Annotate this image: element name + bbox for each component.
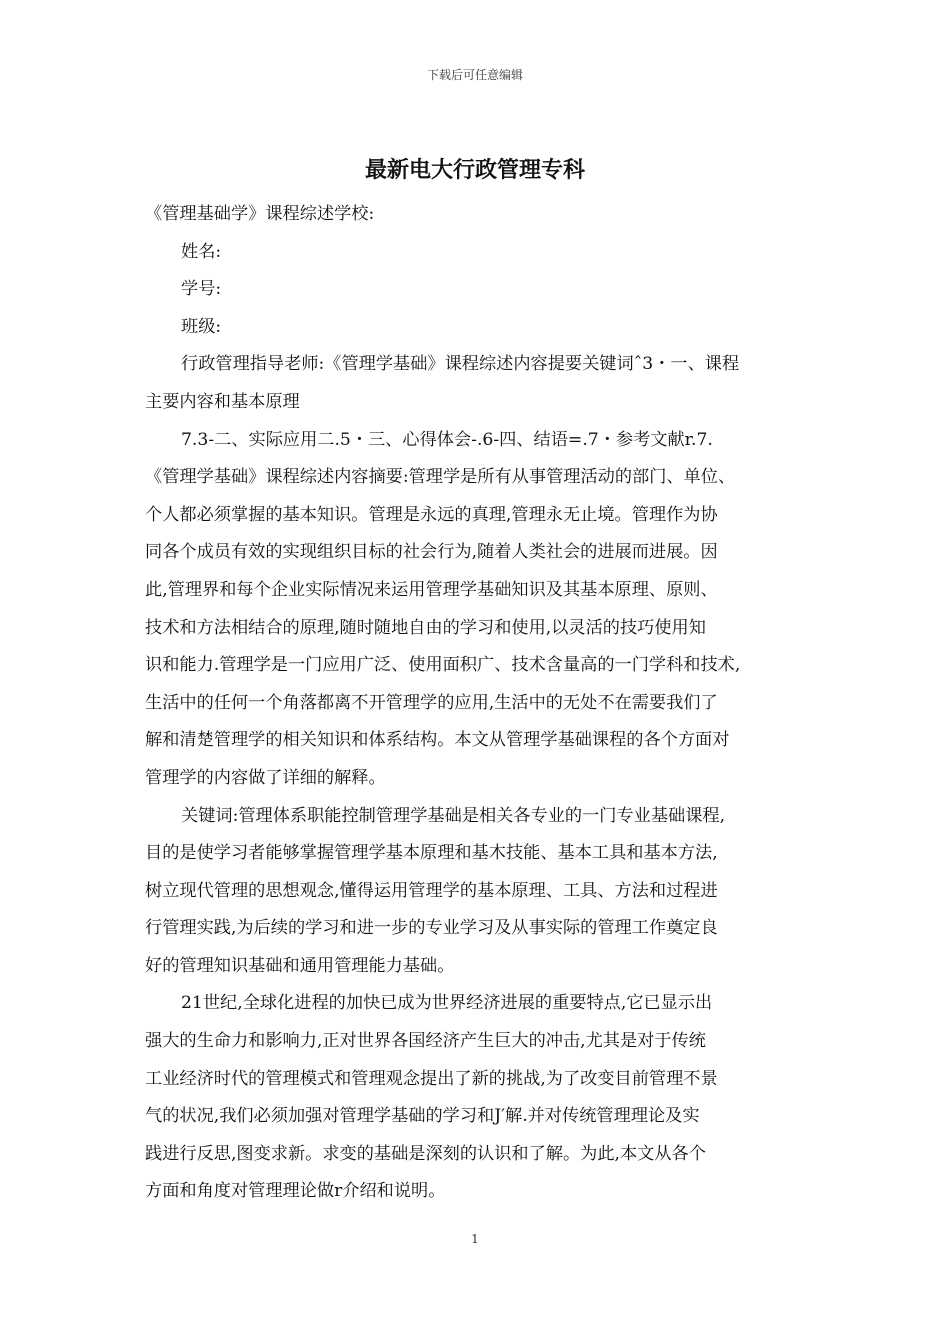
text-line: 班级:	[181, 316, 222, 337]
text-line: 好的管理知识基础和通用管理能力基础。	[145, 955, 455, 976]
text-line: 行政管理指导老师:《管理学基础》课程综述内容提要关键词ˆ3・一、课程	[181, 354, 740, 375]
text-line: 7.3-二、实际应用二.5・三、心得体会-.6-四、结语=.7・参考文献r.7.	[181, 429, 713, 450]
text-line: 气的状况,我们必须加强对管理学基础的学习和J′解.并对传统管理理论及实	[145, 1106, 700, 1127]
text-line: 个人都必须掌握的基本知识。管理是永远的真理,管理永无止境。管理作为协	[145, 504, 718, 525]
text-line: 主要内容和基本原理	[145, 391, 300, 412]
page-header-note: 下载后可任意编辑	[426, 68, 523, 82]
text-line: 《管理基础学》课程综述学校:	[145, 204, 375, 224]
text-line: 强大的生命力和影响力,正对世界各国经济产生巨大的冲击,尤其是对于传统	[145, 1031, 706, 1052]
text-line: 关键词:管理体系职能控制管理学基础是相关各专业的一门专业基础课程,	[181, 805, 726, 826]
text-line: 解和清楚管理学的相关知识和体系结构。本文从管理学基础课程的各个方面对	[145, 730, 730, 751]
text-line: 管理学的内容做了详细的解释。	[145, 767, 386, 788]
text-line: 践进行反思,图变求新。求变的基础是深刻的认识和了解。为此,本文从各个	[145, 1143, 706, 1164]
text-line: 方面和角度对管理理论做r介绍和说明。	[145, 1181, 446, 1202]
text-line: 《管理学基础》课程综述内容摘要:管理学是所有从事管理活动的部门、单位、	[145, 467, 736, 488]
document-body	[145, 196, 813, 1211]
text-line: 姓名:	[181, 241, 222, 262]
text-line: 技术和方法相结合的原理,随时随地自由的学习和使用,以灵活的技巧使用知	[145, 617, 706, 638]
page-number: 1	[471, 1232, 479, 1246]
text-line: 工业经济时代的管理模式和管理观念提出了新的挑战,为了改变目前管理不景	[145, 1068, 718, 1089]
text-line: 目的是使学习者能够掌握管理学基本原理和基木技能、基本工具和基本方法,	[145, 843, 718, 864]
text-line: 此,管理界和每个企业实际情况来运用管理学基础知识及其基本原理、原则、	[145, 579, 718, 600]
text-line: 行管理实践,为后续的学习和进一步的专业学习及从事实际的管理工作奠定良	[145, 918, 718, 939]
text-line: 学号:	[181, 279, 222, 300]
text-line: 识和能力.管理学是一门应用广泛、使用面积广、技术含量高的一门学科和技术,	[145, 655, 741, 676]
text-line: 21世纪,全球化进程的加快已成为世界经济进展的重要特点,它已显示出	[181, 993, 713, 1014]
text-line: 树立现代管理的思想观念,懂得运用管理学的基本原理、工具、方法和过程进	[145, 880, 718, 901]
text-line: 生活中的任何一个角落都离不开管理学的应用,生活中的无处不在需要我们了	[145, 692, 718, 713]
document-title: 最新电大行政管理专科	[364, 158, 585, 183]
text-line: 同各个成员有效的实现组织目标的社会行为,随着人类社会的进展而进展。因	[145, 542, 718, 563]
